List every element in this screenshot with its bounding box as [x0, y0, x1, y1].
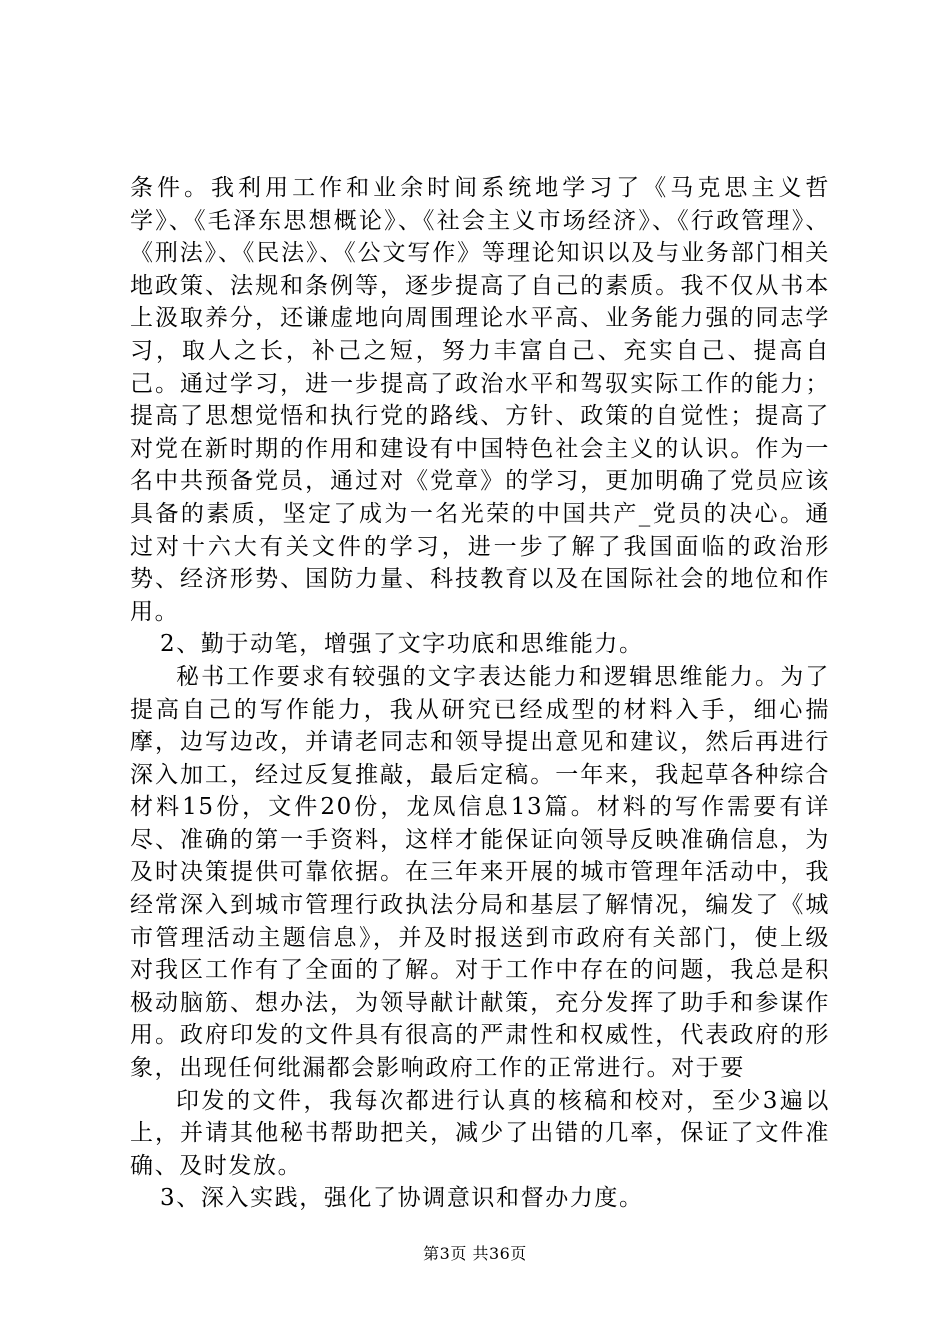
section-heading-practice: 3、深入实践，强化了协调意识和督办力度。 [160, 1185, 644, 1212]
paragraph-proofreading: 印发的文件，我每次都进行认真的核稿和校对，至少3遍以上，并请其他秘书帮助把关，减少了出错的几率，保证了文件准确、及时发放。 [130, 1087, 830, 1179]
section-heading-writing: 2、勤于动笔，增强了文字功底和思维能力。 [160, 631, 644, 658]
paragraph-study-continuation: 条件。我利用工作和业余时间系统地学习了《马克思主义哲学》、《毛泽东思想概论》、《社会主义市场经济》、《行政管理》、《刑法》、《民法》、《公文写作》等理论知识以及与业务部门相关地政策、法规和条例等，逐步提高了自己的素质。我不仅从书本上汲取养分，还谦虚地向周围理论水平高、业务能力强的同志学习，取人之长，补己之短，努力丰富自己、充实自己、提高自己。通过学习，进一步提高了政治水平和驾驭实际工作的能力；提高了思想觉悟和执行党的路线、方针、政策的自觉性；提高了对党在新时期的作用和建设有中国特色社会主义的认识。作为一名中共预备党员，通过对《党章》的学习，更加明确了党员应该具备的素质，坚定了成为一名光荣的中国共产_党员的决心。通过对十六大有关文件的学习，进一步了解了我国面临的政治形势、经济形势、国防力量、科技教育以及在国际社会的地位和作用。 [130, 175, 830, 625]
document-body [130, 172, 830, 1215]
paragraph-writing: 秘书工作要求有较强的文字表达能力和逻辑思维能力。为了提高自己的写作能力，我从研究已经成型的材料入手，细心揣摩，边写边改，并请老同志和领导提出意见和建议，然后再进行深入加工，经过反复推敲，最后定稿。一年来，我起草各种综合材料15份，文件20份，龙凤信息13篇。材料的写作需要有详尽、准确的第一手资料，这样才能保证向领导反映准确信息，为及时决策提供可靠依据。在三年来开展的城市管理年活动中，我经常深入到城市管理行政执法分局和基层了解情况，编发了《城市管理活动主题信息》，并及时报送到市政府有关部门，使上级对我区工作有了全面的了解。对于工作中存在的问题，我总是积极动脑筋、想办法，为领导献计献策，充分发挥了助手和参谋作用。政府印发的文件具有很高的严肃性和权威性，代表政府的形象，出现任何纰漏都会影响政府工作的正常进行。对于要 [130, 663, 830, 1082]
page-footer: 第3页 共36页 [423, 1244, 527, 1263]
